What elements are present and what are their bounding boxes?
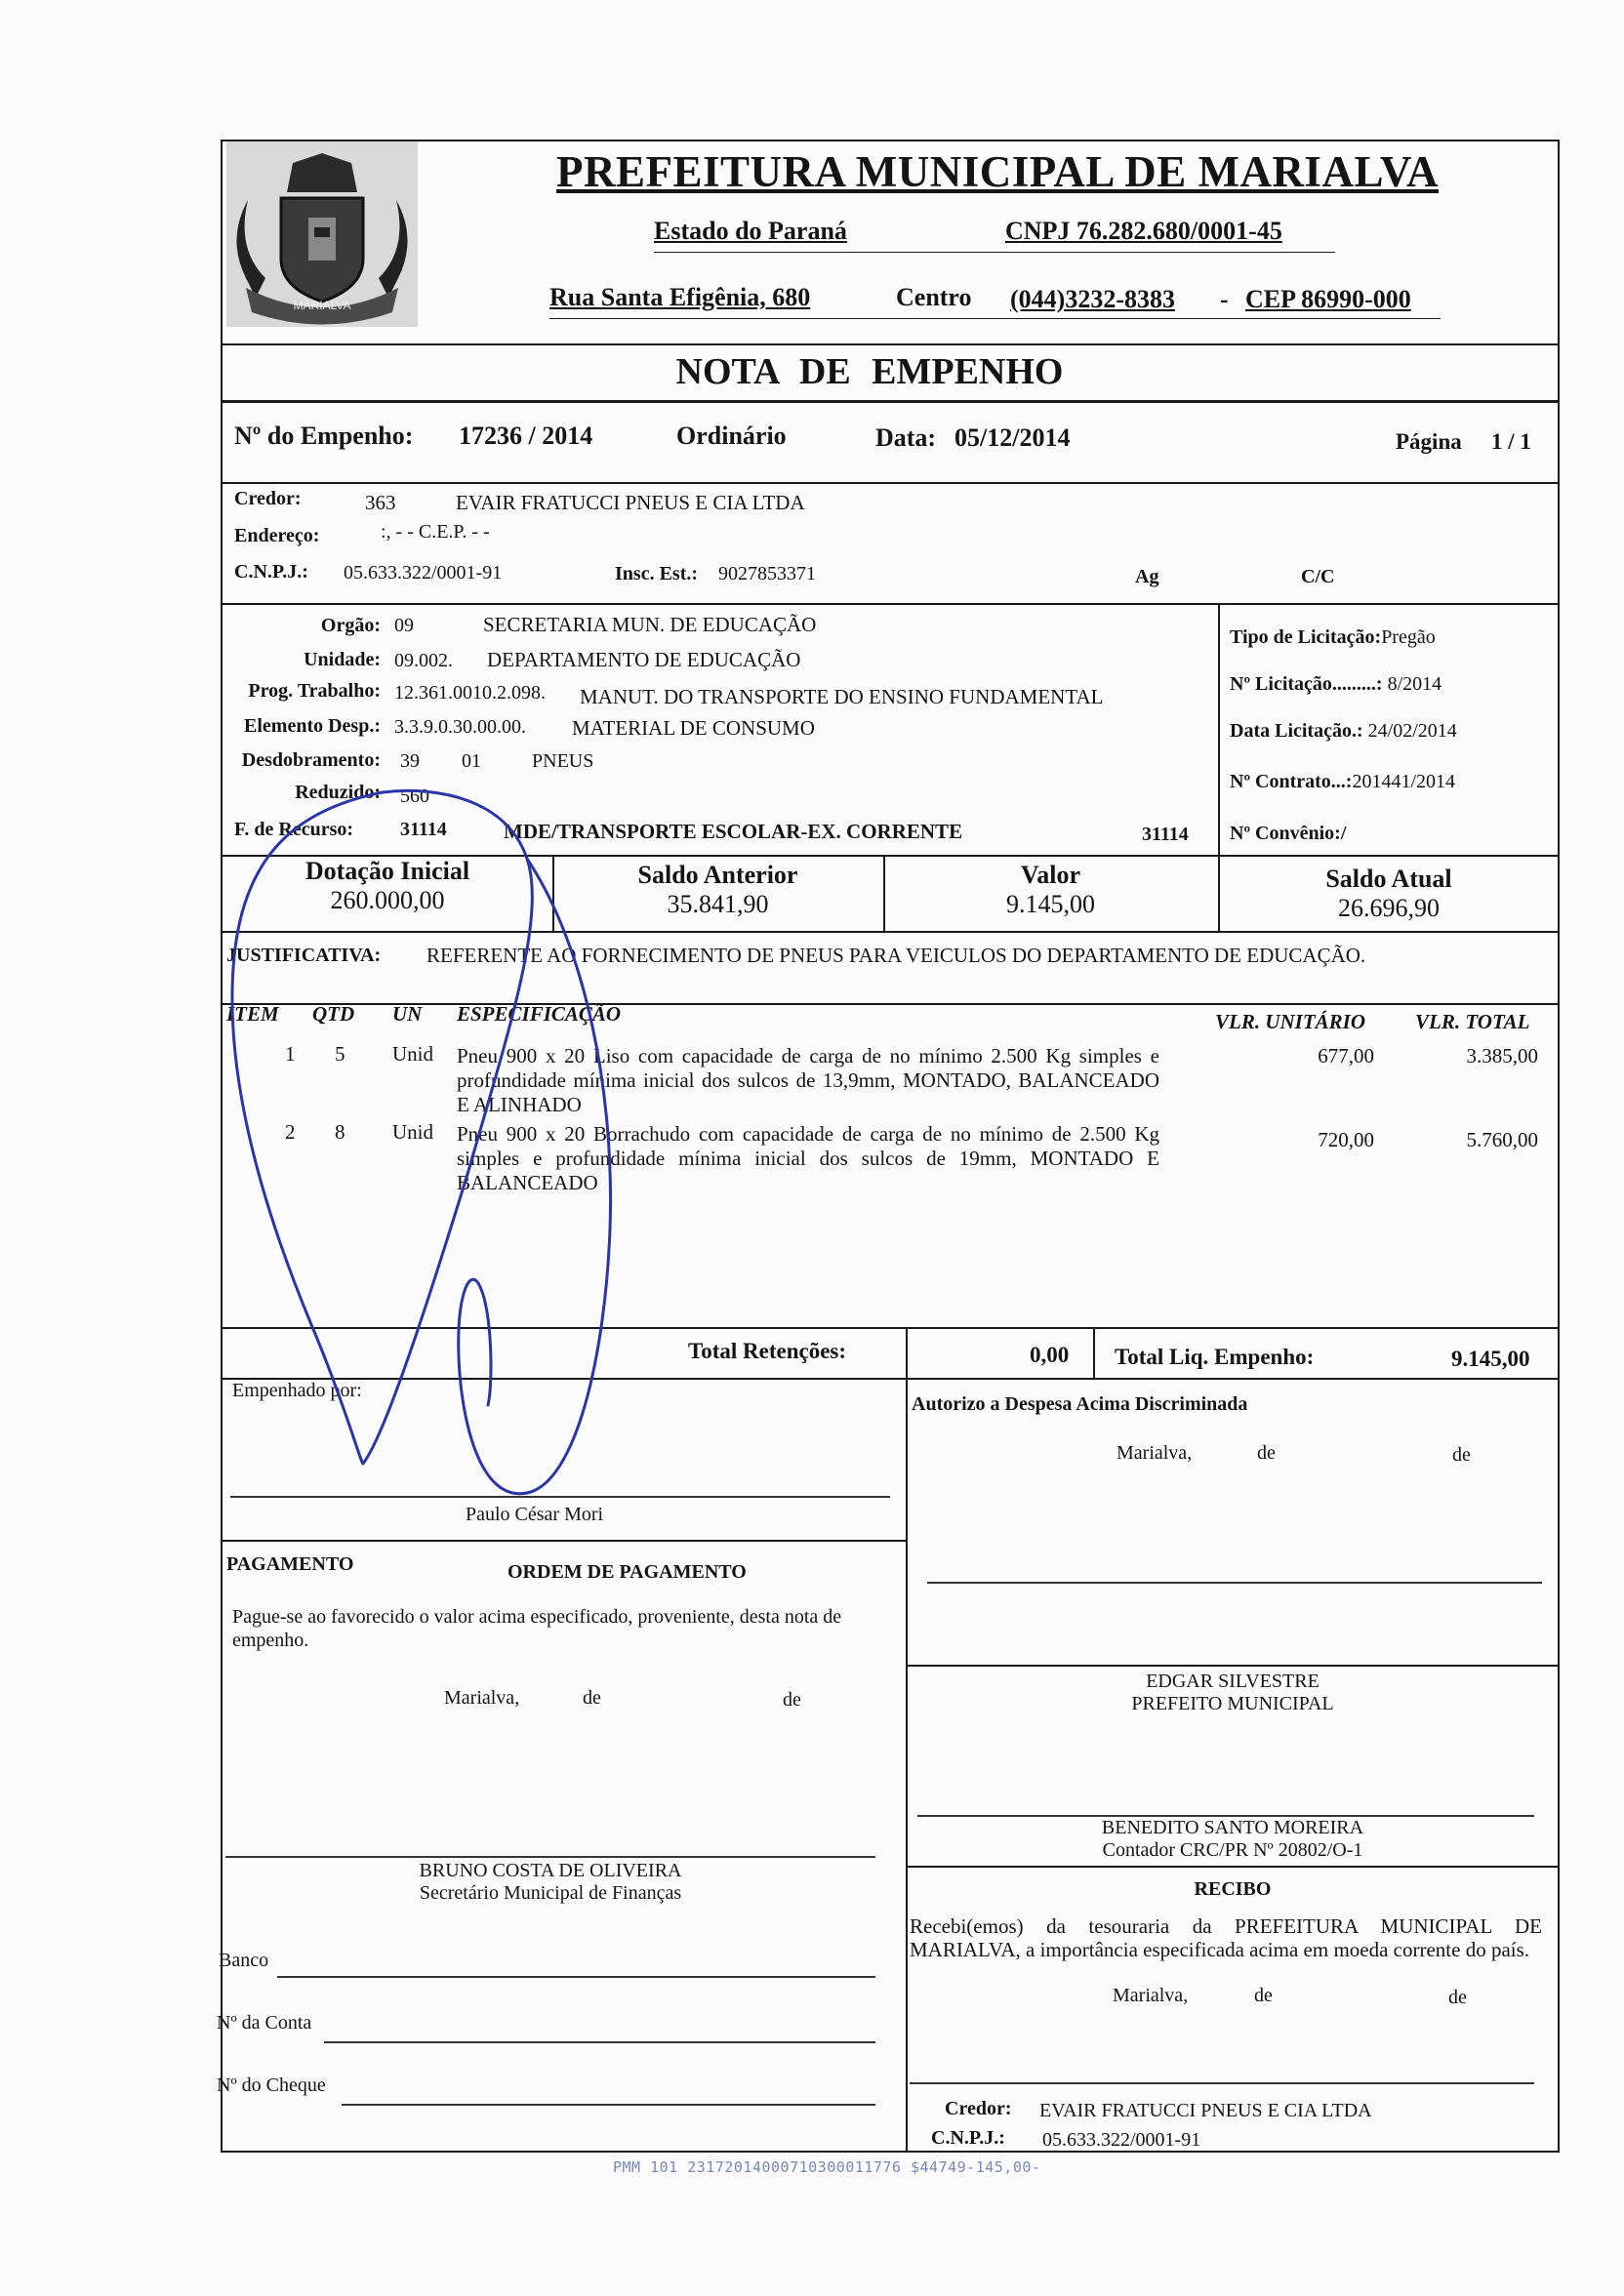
- balance-saldo-atual: Saldo Atual 26.696,90: [1325, 865, 1452, 922]
- licitacao-date: 24/02/2014: [1367, 720, 1457, 742]
- header-street: Rua Santa Efigênia, 680: [549, 283, 811, 311]
- empenhado-name: Paulo César Mori: [466, 1504, 604, 1525]
- creditor-code: 363: [365, 491, 396, 514]
- contract-number: 201441/2014: [1352, 771, 1456, 792]
- coat-of-arms-logo: [226, 141, 418, 327]
- orgao-name: SECRETARIA MUN. DE EDUCAÇÃO: [483, 613, 817, 636]
- convenio-label: Nº Convênio:/: [1230, 823, 1347, 844]
- liq-label: Total Liq. Empenho:: [1115, 1345, 1315, 1369]
- page-title: PREFEITURA MUNICIPAL DE MARIALVA: [556, 147, 1440, 196]
- licitacao-type: Pregão: [1381, 626, 1436, 648]
- header-cep: CEP 86990-000: [1245, 285, 1411, 313]
- elem-name: MATERIAL DE CONSUMO: [572, 716, 815, 740]
- header-district: Centro: [896, 283, 972, 311]
- fonte-name: MDE/TRANSPORTE ESCOLAR-EX. CORRENTE: [504, 820, 963, 843]
- autorizo-label: Autorizo a Despesa Acima Discriminada: [912, 1393, 1248, 1415]
- justificativa-label: JUSTIFICATIVA:: [226, 945, 382, 966]
- recibo-text: Recebi(emos) da tesouraria da PREFEITURA MUNICIPAL DE MARIALVA, a importância especificada acima em moeda corrente do país.: [910, 1914, 1542, 1961]
- recibo-credor: EVAIR FRATUCCI PNEUS E CIA LTDA: [1039, 2100, 1372, 2121]
- liq-value: 9.145,00: [1451, 1347, 1530, 1371]
- cheque-label: Nº do Cheque: [217, 2074, 326, 2096]
- state-name: Estado do Paraná: [654, 217, 847, 245]
- balance-valor: Valor 9.145,00: [1006, 861, 1095, 918]
- item-specification: Pneu 900 x 20 Borrachudo com capacidade de carga de no mínimo de 2.500 Kg simples e profundidade mínima inicial dos sulcos de 19mm, MONTADO E BALANCEADO: [457, 1122, 1159, 1194]
- header-phone: (044)3232-8383: [1010, 285, 1175, 313]
- recibo-title: RECIBO: [1194, 1878, 1272, 1900]
- empenhado-label: Empenhado por:: [232, 1380, 362, 1401]
- pagamento-text: Pague-se ao favorecido o valor acima especificado, proveniente, desta nota de empenho.: [232, 1606, 842, 1651]
- svg-text:MARIALVA: MARIALVA: [293, 299, 351, 312]
- balance-dotacao: Dotação Inicial 260.000,00: [304, 857, 470, 914]
- page-number: 1 / 1: [1491, 429, 1531, 454]
- creditor-insc: 9027853371: [718, 563, 816, 584]
- empenho-type: Ordinário: [676, 422, 787, 450]
- bank-stamp: PMM 101 23172014000710300011776 $44749-145,00-: [613, 2158, 1041, 2176]
- empenho-date: 05/12/2014: [954, 423, 1071, 452]
- creditor-name: EVAIR FRATUCCI PNEUS E CIA LTDA: [456, 491, 805, 514]
- balance-saldo-anterior: Saldo Anterior 35.841,90: [637, 861, 798, 918]
- retencoes-value: 0,00: [1030, 1343, 1070, 1367]
- empenho-number-label: Nº do Empenho:: [234, 422, 414, 450]
- header-cnpj: CNPJ 76.282.680/0001-45: [1005, 217, 1282, 245]
- account-label: Nº da Conta: [217, 2012, 312, 2034]
- empenho-number: 17236 / 2014: [459, 422, 593, 450]
- contador-signature: BENEDITO SANTO MOREIRA Contador CRC/PR Nº 20802/O-1: [1101, 1817, 1364, 1861]
- item-specification: Pneu 900 x 20 Liso com capacidade de carga de no mínimo 2.500 Kg simples e profundidade mínima inicial dos sulcos de 13,9mm, MONTADO, BALANCEADO E ALINHADO: [457, 1044, 1159, 1116]
- retencoes-label: Total Retenções:: [688, 1339, 847, 1363]
- creditor-cnpj: 05.633.322/0001-91: [344, 562, 503, 584]
- bank-label: Banco: [219, 1950, 269, 1971]
- ordem-pagamento-title: ORDEM DE PAGAMENTO: [508, 1561, 747, 1583]
- pagamento-label: PAGAMENTO: [226, 1553, 354, 1575]
- document-type-title: NOTA DE EMPENHO: [675, 351, 1064, 392]
- recibo-cnpj: 05.633.322/0001-91: [1042, 2129, 1201, 2151]
- creditor-address: :, - - C.E.P. - -: [381, 521, 490, 543]
- prog-name: MANUT. DO TRANSPORTE DO ENSINO FUNDAMENTAL: [580, 685, 1104, 708]
- prefeito-signature: EDGAR SILVESTRE PREFEITO MUNICIPAL: [1131, 1671, 1334, 1714]
- unidade-name: DEPARTAMENTO DE EDUCAÇÃO: [487, 648, 801, 671]
- justificativa-text: REFERENTE AO FORNECIMENTO DE PNEUS PARA VEICULOS DO DEPARTAMENTO DE EDUCAÇÃO.: [426, 944, 1366, 967]
- secretario-signature: BRUNO COSTA DE OLIVEIRA Secretário Municipal de Finanças: [419, 1860, 682, 1904]
- page-number-label: Página: [1396, 429, 1462, 454]
- empenho-date-label: Data:: [875, 423, 937, 452]
- licitacao-number: 8/2014: [1387, 673, 1442, 695]
